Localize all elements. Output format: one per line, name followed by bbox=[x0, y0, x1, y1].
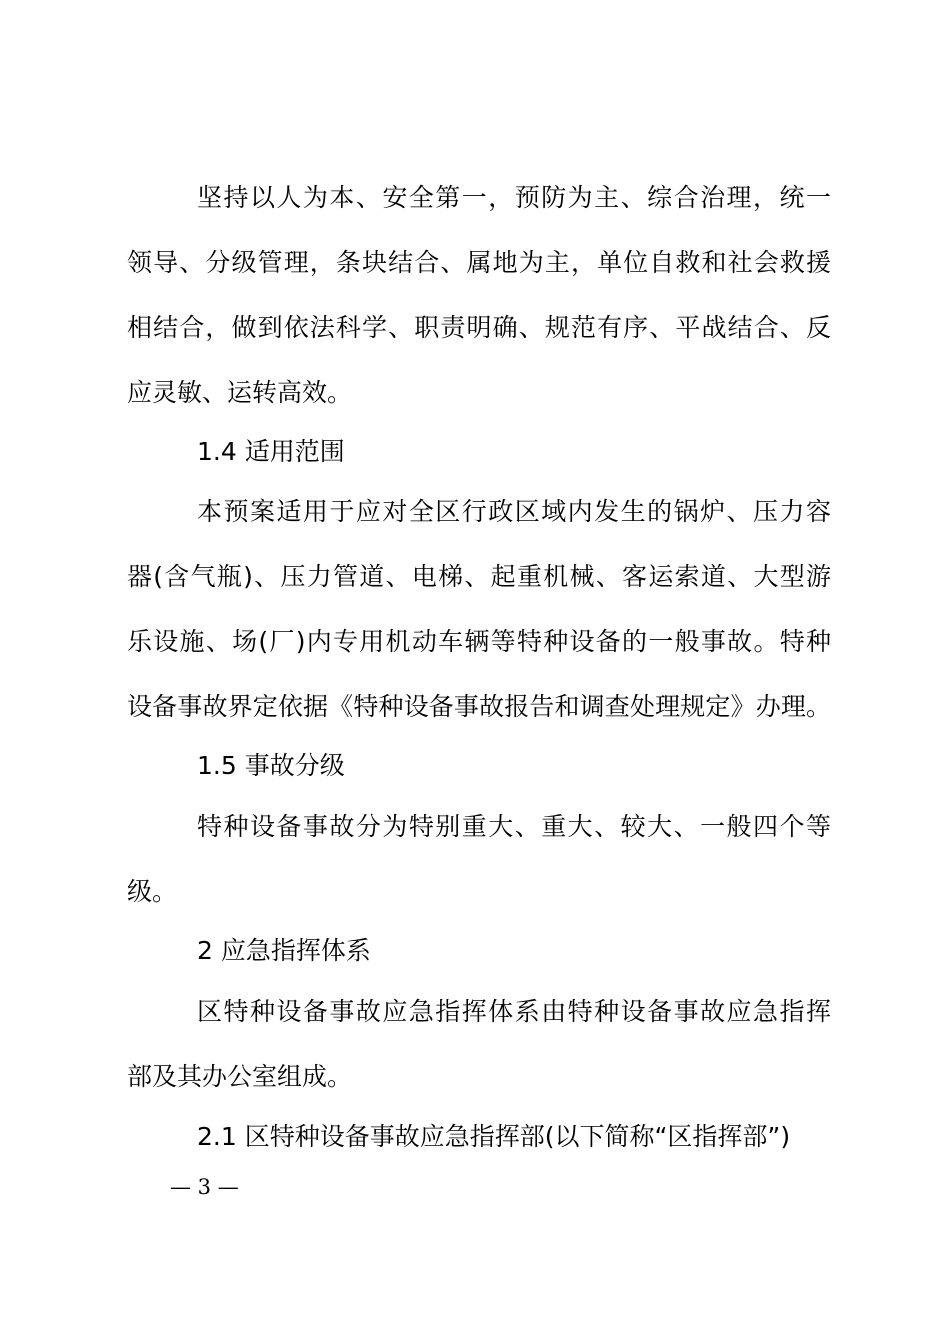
text-line: 相结合，做到依法科学、职责明确、规范有序、平战结合、反 bbox=[127, 313, 831, 342]
text-line: 乐设施、场(厂)内专用机动车辆等特种设备的一般事故。特种 bbox=[127, 627, 831, 656]
text-line: 器(含气瓶)、压力管道、电梯、起重机械、客运索道、大型游 bbox=[127, 562, 831, 591]
text-line: 部及其办公室组成。 bbox=[127, 1062, 353, 1091]
text-line: 特种设备事故分为特别重大、重大、较大、一般四个等 bbox=[197, 812, 831, 841]
heading-2-command-system: 2 应急指挥体系 bbox=[197, 936, 371, 965]
text-line: 设备事故界定依据《特种设备事故报告和调查处理规定》办理。 bbox=[127, 692, 831, 721]
heading-2-1-command-hq: 2.1 区特种设备事故应急指挥部(以下简称“区指挥部”) bbox=[197, 1122, 791, 1151]
heading-1-4-scope: 1.4 适用范围 bbox=[197, 437, 345, 466]
heading-1-5-grading: 1.5 事故分级 bbox=[197, 751, 345, 780]
text-line: 应灵敏、运转高效。 bbox=[127, 378, 353, 407]
text-line: 区特种设备事故应急指挥体系由特种设备事故应急指挥 bbox=[197, 997, 831, 1026]
page-number: — 3 — bbox=[170, 1175, 239, 1199]
text-line: 本预案适用于应对全区行政区域内发生的锅炉、压力容 bbox=[197, 497, 831, 526]
text-line: 坚持以人为本、安全第一，预防为主、综合治理，统一 bbox=[197, 183, 831, 212]
text-line: 领导、分级管理，条块结合、属地为主，单位自救和社会救援 bbox=[127, 248, 831, 277]
text-line: 级。 bbox=[127, 877, 178, 906]
